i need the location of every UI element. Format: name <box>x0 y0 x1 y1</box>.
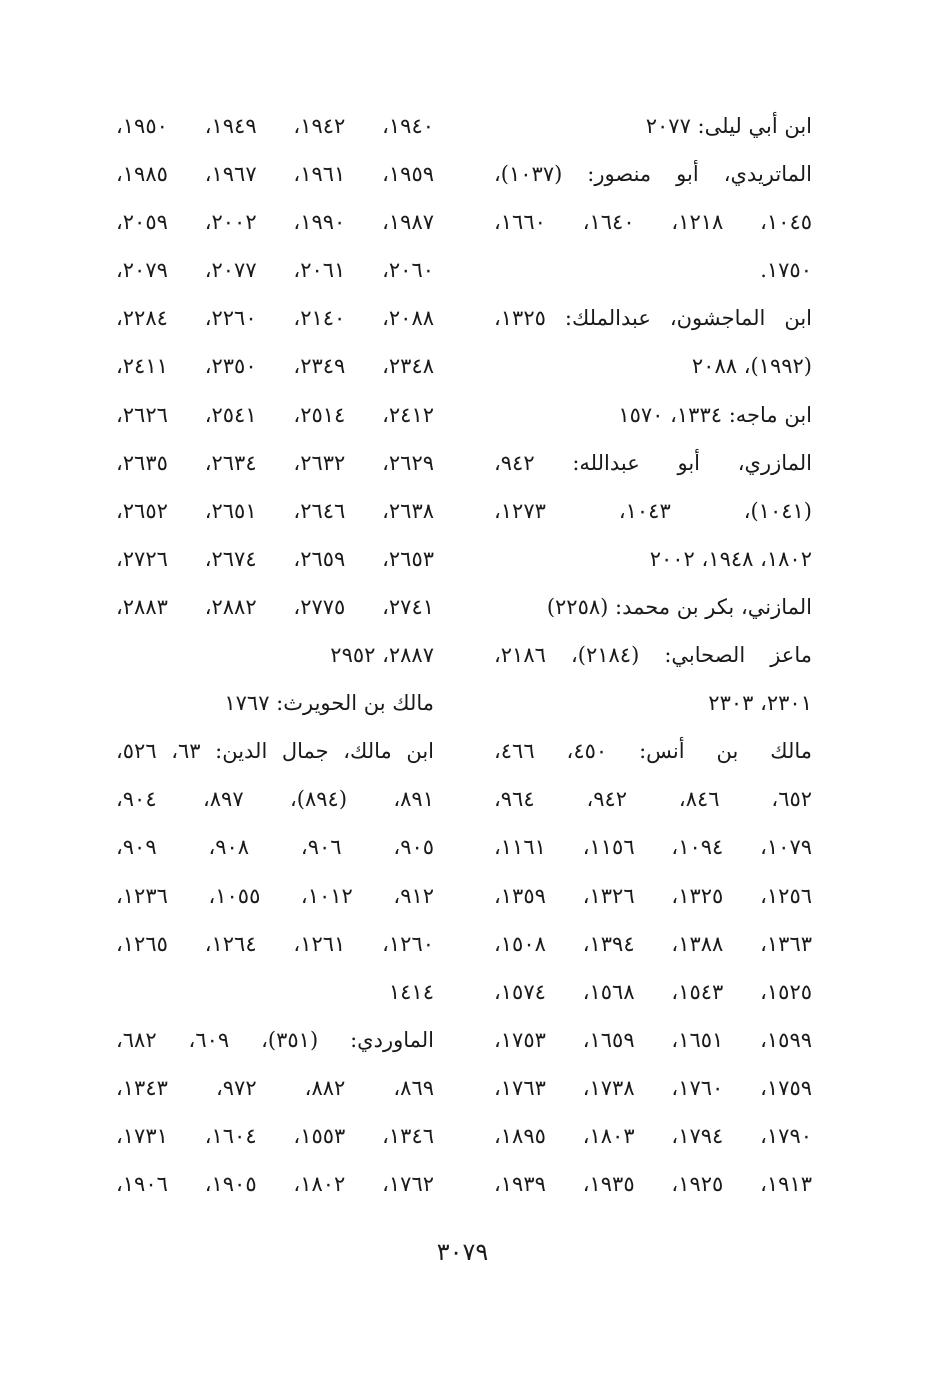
index-line: الماتريدي، أبو منصور: (١٠٣٧)، <box>494 162 812 187</box>
index-line: ٢٦٣٨، ٢٦٤٦، ٢٦٥١، ٢٦٥٢، <box>116 498 435 523</box>
index-line: ٢٠٨٨، ٢١٤٠، ٢٢٦٠، ٢٢٨٤، <box>116 306 435 331</box>
index-line: ١٢٦٠، ١٢٦١، ١٢٦٤، ١٢٦٥، <box>116 931 435 956</box>
index-line: ١٠٤٥، ١٢١٨، ١٦٤٠، ١٦٦٠، <box>494 210 813 235</box>
index-line: ٢٠٦٠، ٢٠٦١، ٢٠٧٧، ٢٠٧٩، <box>116 258 435 283</box>
index-line: ٢٦٢٩، ٢٦٣٢، ٢٦٣٤، ٢٦٣٥، <box>116 450 435 475</box>
index-line: ابن مالك، جمال الدين: ٦٣، ٥٢٦، <box>116 739 434 764</box>
index-line: ٩١٢، ١٠١٢، ١٠٥٥، ١٢٣٦، <box>116 883 435 908</box>
index-line: ١٣٤٦، ١٥٥٣، ١٦٠٤، ١٧٣١، <box>116 1123 435 1148</box>
index-line: ٢٤١٢، ٢٥١٤، ٢٥٤١، ٢٦٢٦، <box>116 402 435 427</box>
index-line: ١٠٧٩، ١٠٩٤، ١١٥٦، ١١٦١، <box>494 835 813 860</box>
index-column-right <box>494 102 812 1208</box>
index-line: ماعز الصحابي: (٢١٨٤)، ٢١٨٦، <box>494 643 812 668</box>
index-line: ١٥٢٥، ١٥٤٣، ١٥٦٨، ١٥٧٤، <box>494 979 813 1004</box>
index-line: ١٧٩٠، ١٧٩٤، ١٨٠٣، ١٨٩٥، <box>494 1123 813 1148</box>
index-line: ١٣٦٣، ١٣٨٨، ١٣٩٤، ١٥٠٨، <box>494 931 813 956</box>
index-line: ابن أبي ليلى: ٢٠٧٧ <box>645 114 812 138</box>
index-line: ١٩١٣، ١٩٢٥، ١٩٣٥، ١٩٣٩، <box>494 1172 813 1197</box>
index-line: ١٩٤٠، ١٩٤٢، ١٩٤٩، ١٩٥٠، <box>116 114 435 138</box>
index-line: ١٤١٤ <box>388 979 434 1004</box>
index-line: ١٧٥٩، ١٧٦٠، ١٧٣٨، ١٧٦٣، <box>494 1075 813 1100</box>
index-line: ٩٠٥، ٩٠٦، ٩٠٨، ٩٠٩، <box>116 835 435 860</box>
index-line: ٢٧٤١، ٢٧٧٥، ٢٨٨٢، ٢٨٨٣، <box>116 594 435 619</box>
page-number: ٣٠٧٩ <box>436 1238 489 1266</box>
index-line: ٨٩١، (٨٩٤)، ٨٩٧، ٩٠٤، <box>116 787 434 812</box>
index-line: ١٩٨٧، ١٩٩٠، ٢٠٠٢، ٢٠٥٩، <box>116 210 435 235</box>
index-line: مالك بن الحويرث: ١٧٦٧ <box>224 691 434 716</box>
index-column-left <box>116 102 434 1208</box>
index-line: ٢٣٠١، ٢٣٠٣ <box>708 691 812 716</box>
index-line: مالك بن أنس: ٤٥٠، ٤٦٦، <box>494 739 812 764</box>
index-line: المازري، أبو عبدالله: ٩٤٢، <box>494 450 812 475</box>
index-line: ٦٥٢، ٨٤٦، ٩٤٢، ٩٦٤، <box>494 787 813 812</box>
index-line: ٢٦٥٣، ٢٦٥٩، ٢٦٧٤، ٢٧٢٦، <box>116 546 435 571</box>
index-line: ٢٣٤٨، ٢٣٤٩، ٢٣٥٠، ٢٤١١، <box>116 354 435 379</box>
index-line: (١٩٩٢)، ٢٠٨٨ <box>691 354 812 379</box>
index-line: ٨٦٩، ٨٨٢، ٩٧٢، ١٣٤٣، <box>116 1075 435 1100</box>
index-line: المازني، بكر بن محمد: (٢٢٥٨) <box>546 594 812 619</box>
index-line: ١٨٠٢، ١٩٤٨، ٢٠٠٢ <box>649 546 812 571</box>
index-line: ابن الماجشون، عبدالملك: ١٣٢٥، <box>494 306 812 331</box>
index-line: (١٠٤١)، ١٠٤٣، ١٢٧٣، <box>494 498 812 523</box>
index-line: ١٢٥٦، ١٣٢٥، ١٣٢٦، ١٣٥٩، <box>494 883 813 908</box>
index-line: الماوردي: (٣٥١)، ٦٠٩، ٦٨٢، <box>116 1027 434 1052</box>
index-line: ١٧٦٢، ١٨٠٢، ١٩٠٥، ١٩٠٦، <box>116 1172 435 1197</box>
index-line: ١٧٥٠. <box>760 258 812 283</box>
index-line: ابن ماجه: ١٣٣٤، ١٥٧٠ <box>618 402 812 427</box>
index-line: ٢٨٨٧، ٢٩٥٢ <box>330 643 434 668</box>
index-line: ١٥٩٩، ١٦٥١، ١٦٥٩، ١٧٥٣، <box>494 1027 813 1052</box>
index-line: ١٩٥٩، ١٩٦١، ١٩٦٧، ١٩٨٥، <box>116 162 435 187</box>
